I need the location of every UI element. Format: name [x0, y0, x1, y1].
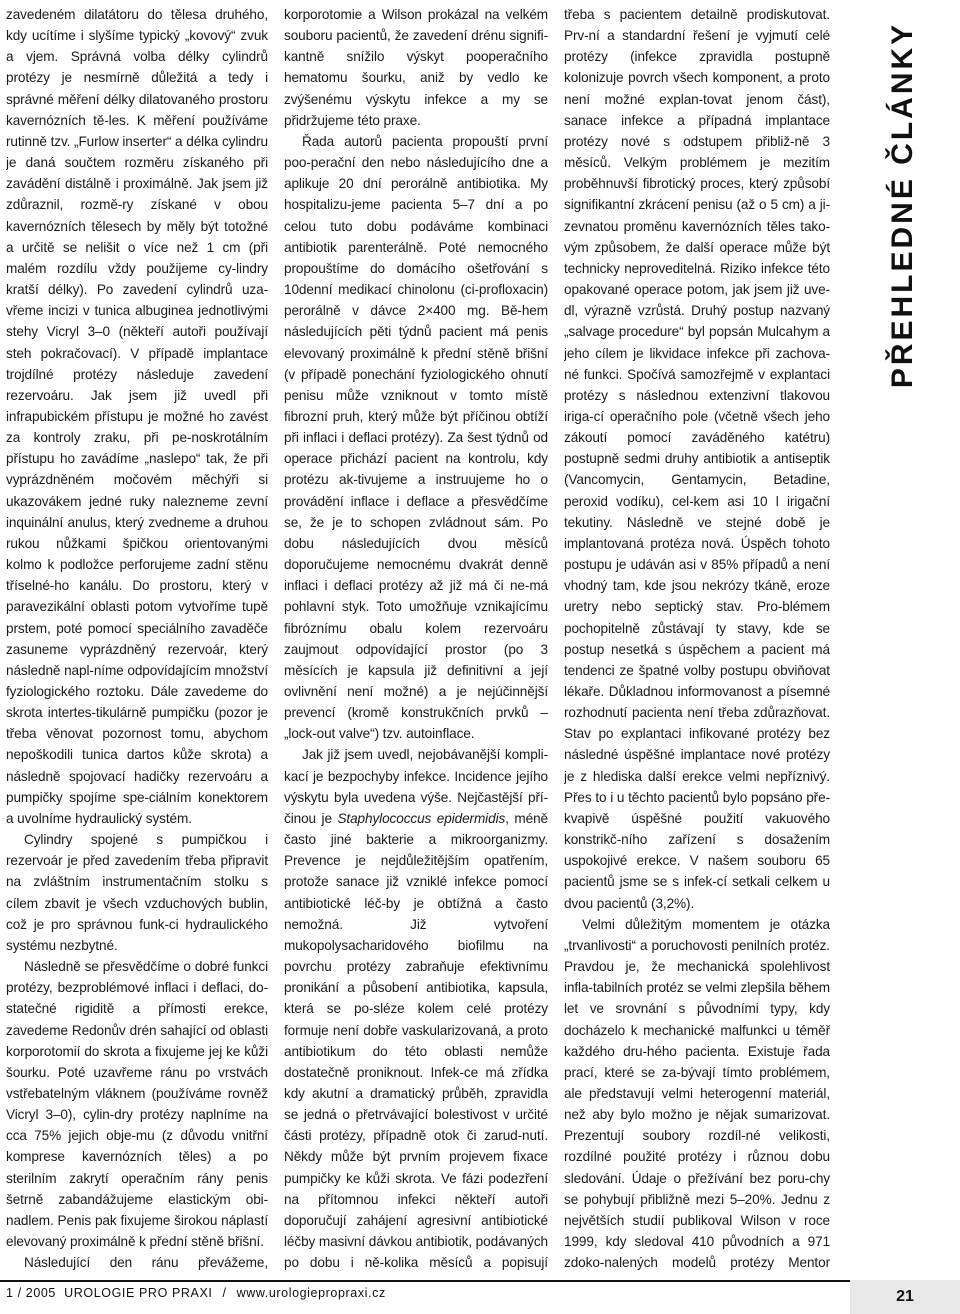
paragraph: Velmi důležitým momentem je otázka „trvanlivosti“ a poruchovosti penilních protéz. Pravdou je, že mechanická spolehlivost infla-tabilních protéz se velmi zlepšila během let ve srovnání s původními typy, kdy docházelo k mechanické malfunkci u téměř každého dru-hého pacienta. Existuje řada prací, které se za-bývají tímto problémem, ale představují velmi heterogenní materiál, než aby bylo možno je nějak sumarizovat. Prezentují soubory rozdíl-né velikosti, rozdílné použité protézy i různou dobu sledování. Údaje o přežívání bez poru-chy se pohybují přibližně mezi 5–20%. Jednu z největších studií publikoval Wilson v roce 1999, kdy sledoval 410 původních a 971 zdoko-nalených modelů protézy Mentor — [564, 916, 830, 1270]
page-number: 21 — [896, 1288, 914, 1305]
footer-rule — [0, 1280, 850, 1282]
footer-separator: / — [222, 1286, 227, 1300]
paragraph: Následující den ránu převážeme, — [24, 1255, 268, 1270]
paragraph: korporotomie a Wilson prokázal na velkém souboru pacientů, že zavedení drénu signifi-kantně snížilo výskyt pooperačního hematomu šourku, aniž by vedlo ke zvýšenému výskytu infekce a my se přidržujeme této praxe. — [284, 7, 548, 128]
paragraph: Jak již jsem uvedl, nejobávanější kompli-kací je bezpochyby infekce. Incidence jejího výskytu byla uvedena výše. Nejčastější pří-činou je Staphylococcus epidermidis, méně často jiné bakterie a mikroorganizmy. Prevence je nejdůležitějším opatřením, protože sanace již vzniklé infekce pomocí antibiotické léč-by je obtížná a často nemožná. Již vytvoření mukopolysacharidového biofilmu na povrchu protézy zabraňuje efektivnímu pronikání a působení antibiotika, kapsula, která se po-sléze kolem celé protézy formuje není dobře vaskularizovaná, a proto antibiotikum do této oblasti nemůže dostatečně proniknout. Infek-ce má zřídka kdy akutní a dramatický průběh, zpravidla se jedná o přetrvávající bolestivost v určité části protézy, případně otok či zarud-nutí. Někdy může být prvním projevem fixace pumpičky ke kůži skrota. Ve fázi podezření na přítomnou infekci někteří autoři doporučují zahájení agresivní antibiotické léčby masivní dávkou antibiotik, podávaných po dobu i ně-kolika měsíců a popisují — [284, 747, 548, 1270]
paragraph: Následně se přesvědčíme o dobré funkci protézy, bezproblémové inflaci i deflaci, do-statečné rigiditě a přímosti erekce, zavedeme Redonův drén sahající od oblasti korporotomií do skrota a fixujeme jej ke kůži šourku. Poté uzavřeme ránu po vrstvách vstřebatelným vláknem (používáme rovněž Vicryl 3–0), cylin-dry protézy naplníme na cca 75% jejich obje-mu (z důvodu vnitřní komprese kavernózních těles) a po sterilním zakrytí operačním rány penis šetrně zabandážujeme elastickým obi-nadlem. Penis pak fixujeme širokou náplastí elevovaný proximálně k přední stěně břišní. — [6, 959, 268, 1250]
text-column-3 — [564, 4, 830, 1270]
page-footer — [6, 1286, 386, 1300]
journal-url[interactable]: www.urologiepropraxi.cz — [236, 1286, 386, 1300]
text-column-1 — [6, 4, 268, 1270]
paragraph: třeba s pacientem detailně prodiskutovat. Prv-ní a standardní řešení je vyjmutí celé protézy (infekce zpravidla postupně kolonizuje povrch všech komponent, a proto není možné explan-tovat jenom část), sanace infekce a případná implantace protézy nové s odstupem přibliž-ně 3 měsíců. Velkým problémem je mezitím proběhnuvší fibrotický proces, který způsobí signifikantní zkrácení penisu (až o 5 cm) a ji-zevnatou proměnu kavernózních těles tako-vým způsobem, že další operace může být technicky neproveditelná. Riziko infekce této opakované operace potom, jak jsem již uve-dl, výrazně vzrůstá. Druhý postup nazvaný „salvage procedure“ byl popsán Mulcahym a jeho cílem je likvidace infekce při zachova-né funkci. Spočívá samozřejmě v explantaci protézy s následnou extenzivní tlakovou iriga-cí operačního pole (včetně všech jeho zákoutí pomocí zaváděného katétru) postupně sedmi druhy antibiotik a antiseptik (Vancomycin, Gentamycin, Betadine, peroxid vodíku), cel-kem asi 10 l irigační tekutiny. Následně ve stejné době je implantovaná protéza nová. Úspěch tohoto postupu je udáván asi v 85% případů a není vhodný tam, kde jsou nekrózy tkáně, eroze uretry nebo septický stav. Pro-blémem pochopitelně zůstávají ty stavy, kde se postup nesetká s úspěchem a pacient má tendenci ze špatné volby postupu obviňovat lékaře. Důkladnou informovanost a písemné rozhodnutí pacienta není třeba zdůrazňovat. Stav po explantaci infikované protézy bez následné úspěšné implantace nové protézy je z hlediska další erekce velmi nepříznivý. Přes to i u těchto pacientů bylo popsáno pře-kvapivě úspěšné použití vakuového konstrikč-ního zařízení s dosažením uspokojivé erekce. V našem souboru 65 pacientů jsme se s infek-cí setkali celkem u dvou pacientů (3,2%). — [564, 7, 830, 911]
text-column-2 — [284, 4, 548, 1270]
issue-number: 1 / 2005 — [6, 1286, 56, 1300]
paragraph: zavedeném dilatátoru do tělesa druhého, kdy ucítíme i slyšíme typický „kovový“ zvuk a vjem. Správná volba délky cylindrů protézy je nesmírně důležitá a tedy i správné měření délky dilatovaného prostoru kavernózních tě-les. K měření používáme rutinně tzv. „Furlow inserter“ a délka cylindru je daná součtem rozměru získaného při zavádění distálně i proximálně. Jak jsem již zdůraznil, rozmě-ry získané v obou kavernózních tělesech by měly být totožné a určitě se nelišit o více než 1 cm (při malém rozdílu vždy použijeme cy-lindry kratší délky). Po zavedení cylindrů uza-vřeme incizi v tunica albuginea jednotlivými stehy Vicryl 3–0 (někteří autoři používají steh pokračovací). V případě implantace trojdílné protézy následuje zavedení rezervoáru. Jak jsem již uvedl při infrapubickém přístupu je možné ho zavést za kontroly zraku, při pe-noskrotálním přístupu ho zavádíme „naslepo“ tak, že při vyprázdněném močovém měchýři si ukazovákem jedné ruky nalezneme zevní inquinální anulus, který zvedneme a druhou rukou nůžkami špičkou orientovanými kolmo k podložce perforujeme zadní stěnu tříselné-ho kanálu. Do prostoru, který v paravezikální oblasti potom vytvoříme tupě prstem, poté pomocí speciálního zavaděče zasuneme vyprázdněný rezervoár, který následně napl-níme odpovídajícím množství fyziologického roztoku. Dále zavedeme do skrota intertes-tikulárně pumpičku (pozor je třeba věnovat pozornost tomu, abychom nepoškodili tunica dartos kůže skrota) a následně spojovací hadičky rezervoáru a pumpičky spojíme spe-ciálním konektorem a uvolníme hydraulický systém. — [6, 7, 268, 826]
page-number-box — [850, 1280, 960, 1314]
paragraph: Řada autorů pacienta propouští první poo-perační den nebo následujícího dne a aplikuje 20 dní perorálně antibiotika. My hospitalizu-jeme pacienta 5–7 dní a po celou tuto dobu podáváme kombinaci antibiotik parenterálně. Poté nemocného propouštíme do domácího ošetřování s 10denní medikací chinolonu (ci-profloxacin) perorálně v dávce 2×400 mg. Bě-hem následujících pěti týdnů pacient má penis elevovaný proximálně k přední stěně břišní (v případě ponechání fyziologického ohnutí penisu může vzniknout v tomto místě fibrozní pruh, který může být příčinou obtíží při inflaci i deflaci protézy). Za šest týdnů od operace přichází pacient na kontrolu, kdy protézu ak-tivujeme a instruujeme ho o provádění inflace i deflace a přesvědčíme se, že je to schopen zvládnout sám. Po dobu následujících dvou měsíců doporučujeme nemocnému dvakrát denně inflaci i deflaci protézy až již má či ne-má pohlavní styk. Toto umožňuje vznikajícímu fibróznímu obalu kolem rezervoáru zaujmout odpovídající prostor (po 3 měsících je kapsula již definitivní a její ovlivnění není možné) a je nejúčinnější prevencí (kromě konstrukčních prvků – „lock-out valve“) tzv. autoinflace. — [284, 133, 548, 742]
paragraph: Cylindry spojené s pumpičkou i rezervoár je před zavedením třeba připravit na zvláštním instrumentačním stolku s cílem zbavit je všech vzduchových bublin, což je pro správnou funk-ci hydraulického systému nezbytné. — [6, 832, 268, 953]
journal-name: UROLOGIE PRO PRAXI — [64, 1286, 213, 1300]
section-label-text: PŘEHLEDNÉ ČLÁNKY — [886, 21, 920, 389]
section-label — [848, 20, 958, 390]
